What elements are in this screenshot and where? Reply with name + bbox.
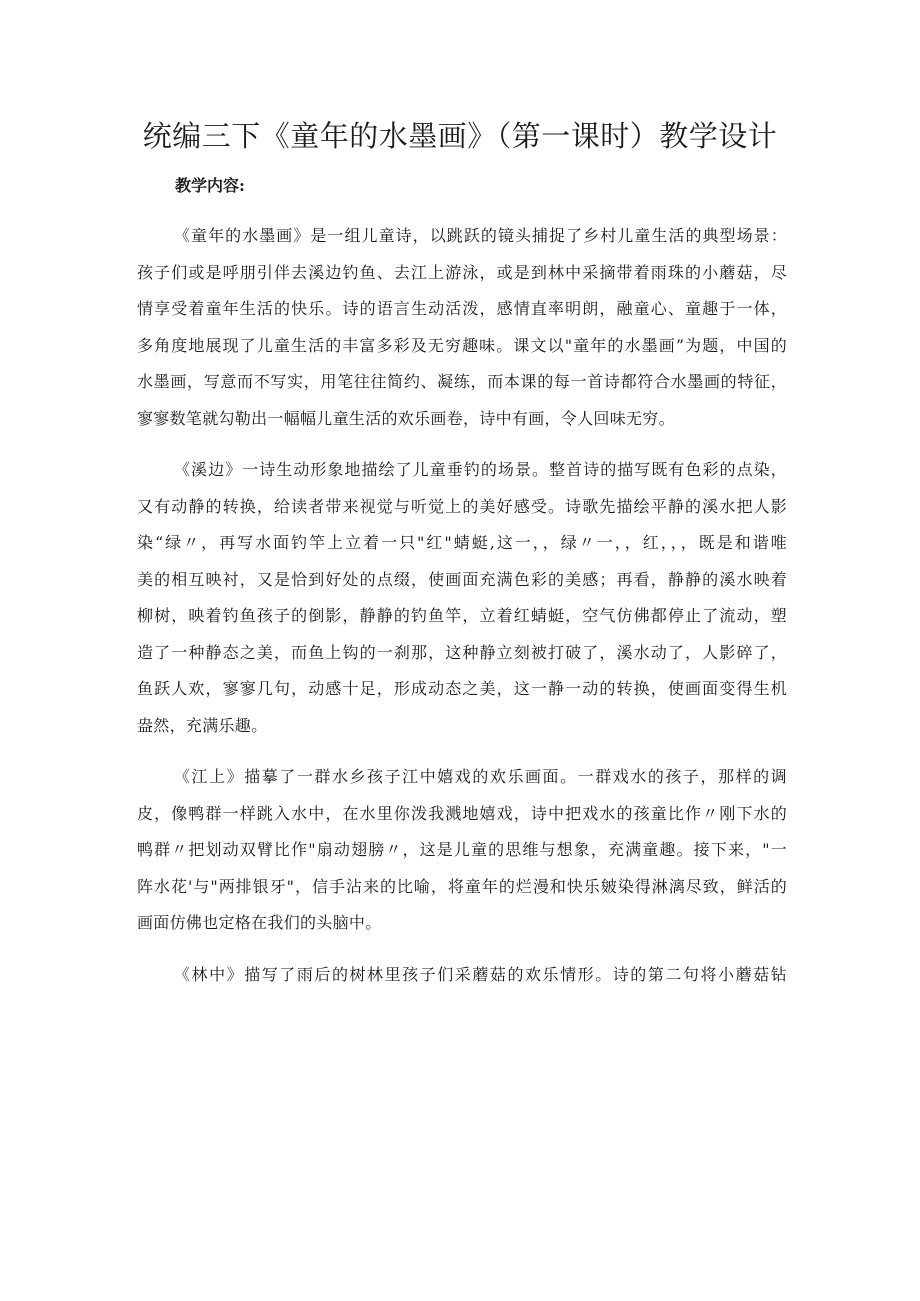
text-line: 寥寥数笔就勾勒出一幅幅儿童生活的欢乐画卷，诗中有画，令人回味无穷。	[137, 408, 675, 428]
text-line: 染“绿〃，再写水面钓竿上立着一只"红"蜻蜓,这一，，绿〃一，，红，，，既是和谐唯	[137, 533, 787, 552]
text-line: 《林中》描写了雨后的树林里孩子们采蘑菇的欢乐情形。诗的第二句将小蘑菇钻	[174, 964, 787, 984]
text-line: 造了一种静态之美，而鱼上钩的一刹那，这种静立刻被打破了，溪水动了，人影碎了，	[137, 642, 787, 662]
text-line: 情享受着童年生活的快乐。诗的语言生动活泼，感情直率明朗，融童心、童趣于一体，	[137, 299, 787, 318]
text-line: 皮，像鸭群一样跳入水中，在水里你泼我溅地嬉戏，诗中把戏水的孩童比作〃刚下水的	[137, 803, 787, 823]
text-line: 《江上》描摹了一群水乡孩子江中嬉戏的欢乐画面。一群戏水的孩子，那样的调	[174, 767, 787, 786]
body-text	[137, 218, 787, 1008]
text-line: 《童年的水墨画》是一组儿童诗，以跳跃的镜头捕捉了乡村儿童生活的典型场景：	[174, 226, 787, 245]
text-line: 美的相互映衬，又是恰到好处的点缀，使画面充满色彩的美感；再看，静静的溪水映着	[137, 569, 787, 589]
paragraph-intro	[137, 218, 787, 437]
text-line: 水墨画，写意而不写实，用笔往往简约、凝练，而本课的每一首诗都符合水墨画的特征，	[137, 372, 787, 391]
section-label: 教学内容:	[175, 176, 245, 195]
text-line: 阵水花'与"两排银牙"，信手沾来的比喻，将童年的烂漫和快乐皴染得淋漓尽致，鲜活的	[137, 876, 787, 896]
text-line: 《溪边》一诗生动形象地描绘了儿童垂钓的场景。整首诗的描写既有色彩的点染，	[174, 460, 787, 479]
paragraph-xibian	[137, 452, 787, 744]
text-line: 盎然，充满乐趣。	[137, 715, 268, 735]
paragraph-linzhong	[137, 957, 787, 994]
text-line: 又有动静的转换，给读者带来视觉与听觉上的美好感受。诗歌先描绘平静的溪水把人影	[137, 496, 787, 516]
text-line: 鸭群〃把划动双臂比作"扇动翅膀〃，这是儿童的思维与想象，充满童趣。接下来，"一	[137, 840, 787, 859]
text-line: 画面仿佛也定格在我们的头脑中。	[137, 913, 382, 932]
paragraph-jiangshang	[137, 759, 787, 942]
document-title: 统编三下《童年的水墨画》（第一课时）教学设计	[142, 119, 778, 153]
text-line: 孩子们或是呼朋引伴去溪边钓鱼、去江上游泳，或是到林中采摘带着雨珠的小蘑菇，尽	[137, 262, 787, 282]
text-line: 多角度地展现了儿童生活的丰富多彩及无穷趣味。课文以"童年的水墨画”为题，中国的	[137, 335, 787, 355]
text-line: 柳树，映着钓鱼孩子的倒影，静静的钓鱼竿，立着红蜻蜓，空气仿佛都停止了流动，塑	[137, 606, 787, 625]
text-line: 鱼跃人欢，寥寥几句，动感十足，形成动态之美，这一静一动的转换，使画面变得生机	[137, 679, 787, 698]
